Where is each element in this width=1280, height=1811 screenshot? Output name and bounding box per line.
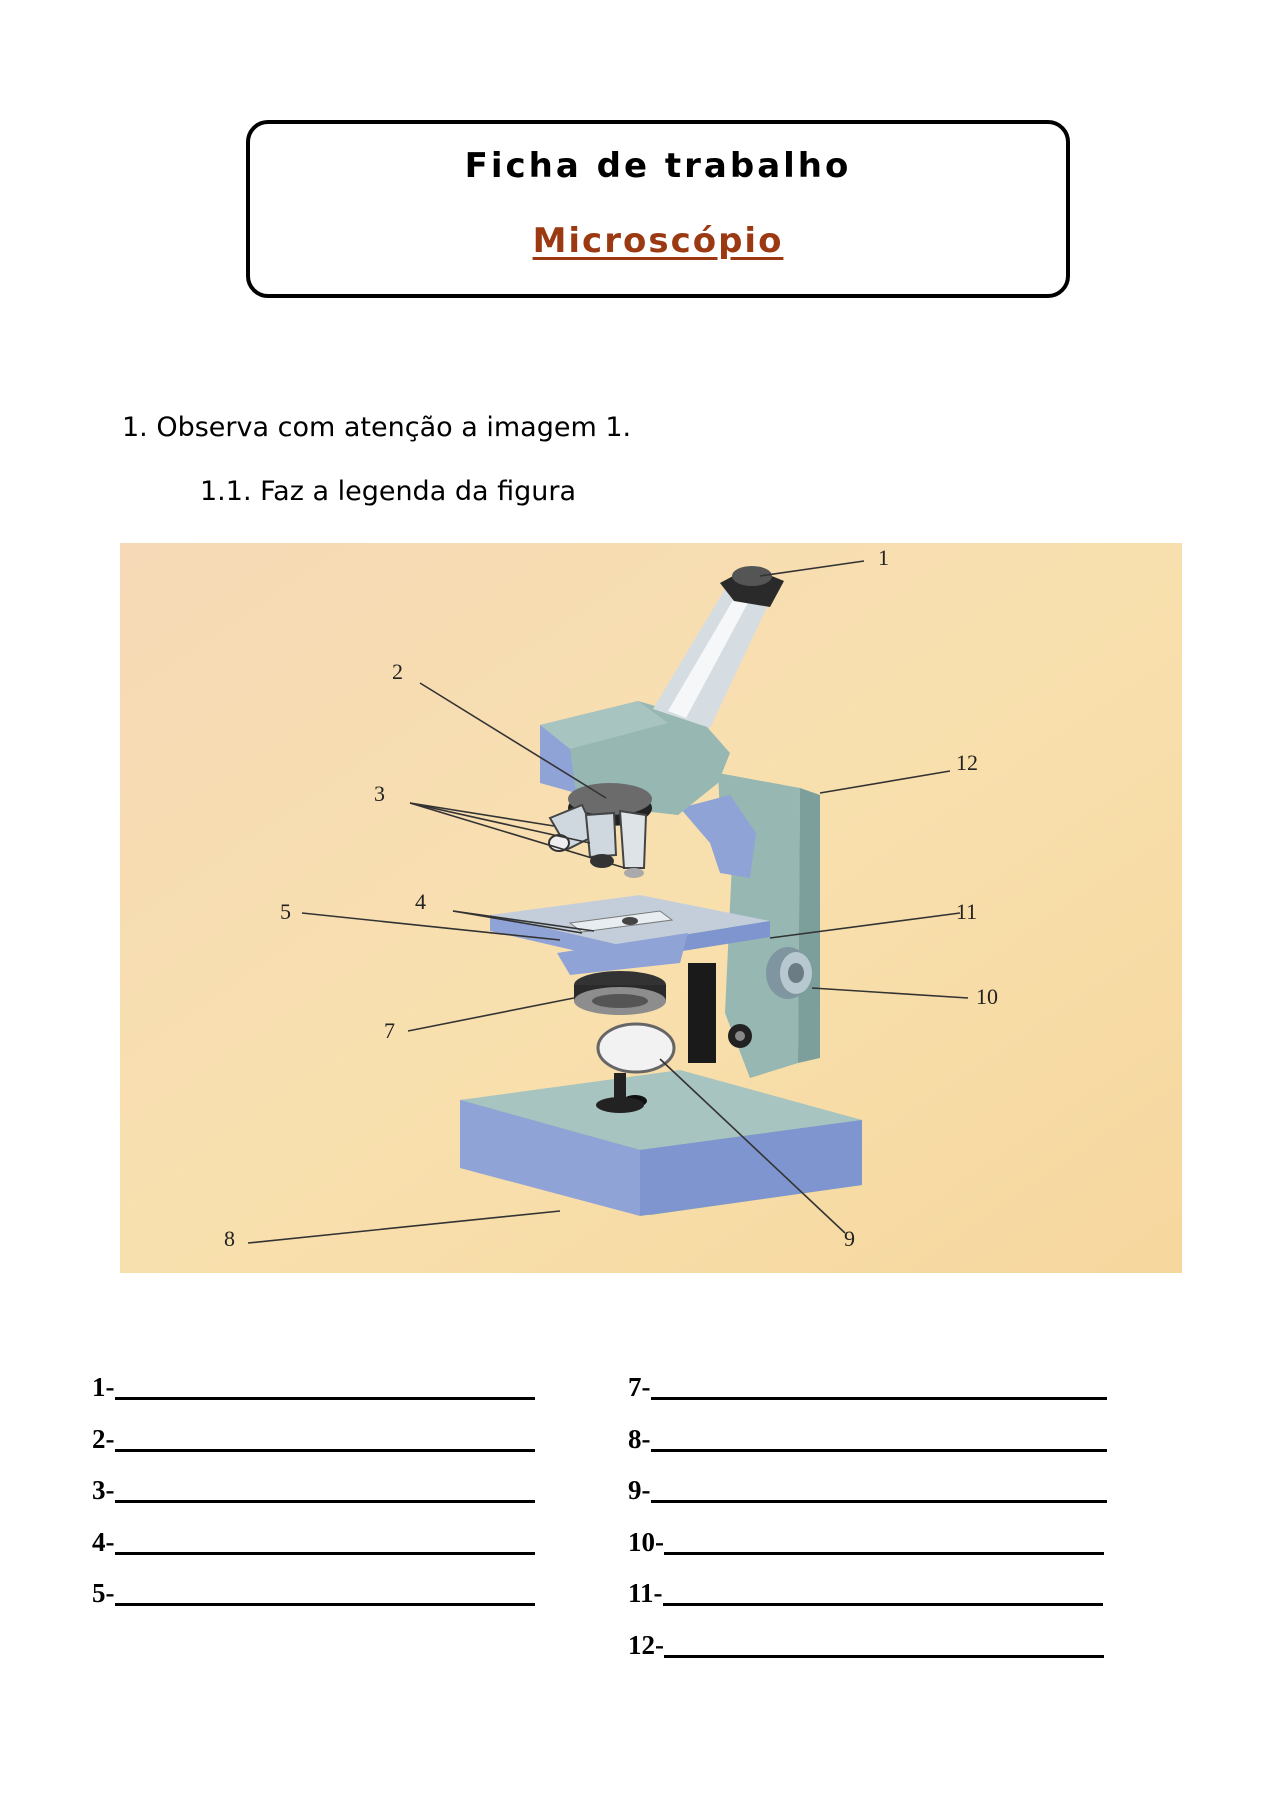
answer-number: 3- xyxy=(92,1475,115,1505)
figure-label-9: 9 xyxy=(844,1226,855,1251)
figure-label-4: 4 xyxy=(415,889,426,914)
figure-label-8: 8 xyxy=(224,1226,235,1251)
answer-blank[interactable] xyxy=(664,1625,1104,1658)
answer-line[interactable] xyxy=(628,1517,1107,1569)
answer-blank[interactable] xyxy=(651,1470,1107,1503)
question-1-1: 1.1. Faz a legenda da figura xyxy=(200,476,576,507)
answer-line[interactable] xyxy=(628,1568,1107,1620)
answer-number: 2- xyxy=(92,1423,115,1454)
answer-number: 4- xyxy=(92,1526,115,1557)
answer-number: 7- xyxy=(628,1372,651,1402)
answer-line[interactable] xyxy=(92,1362,535,1414)
answer-line[interactable] xyxy=(92,1568,535,1620)
figure-label-10: 10 xyxy=(976,984,998,1009)
answer-blank[interactable] xyxy=(664,1522,1104,1555)
answer-line[interactable] xyxy=(92,1465,535,1517)
figure-label-5: 5 xyxy=(280,899,291,924)
answer-blank[interactable] xyxy=(115,1367,535,1400)
figure-label-3: 3 xyxy=(374,781,385,806)
answer-number: 12- xyxy=(628,1629,664,1660)
answer-blank[interactable] xyxy=(115,1470,535,1503)
answer-blank[interactable] xyxy=(663,1573,1103,1606)
title-box xyxy=(246,120,1070,298)
figure-label-11: 11 xyxy=(956,899,978,924)
answer-blank[interactable] xyxy=(651,1367,1107,1400)
answer-number: 8- xyxy=(628,1423,651,1454)
answer-line[interactable] xyxy=(92,1517,535,1569)
answer-number: 11- xyxy=(628,1578,663,1608)
worksheet-subtitle: Microscópio xyxy=(532,221,784,261)
answer-line[interactable] xyxy=(92,1414,535,1466)
answer-number: 1- xyxy=(92,1372,115,1402)
microscope-figure xyxy=(120,543,1182,1273)
question-1: 1. Observa com atenção a imagem 1. xyxy=(122,412,632,443)
worksheet-title: Ficha de trabalho xyxy=(464,146,852,186)
answer-number: 10- xyxy=(628,1526,664,1557)
answer-line[interactable] xyxy=(628,1465,1107,1517)
answer-column-right xyxy=(628,1362,1107,1671)
answer-blank[interactable] xyxy=(115,1419,535,1452)
answer-line[interactable] xyxy=(628,1414,1107,1466)
microscope-condenser xyxy=(574,971,666,1015)
answer-number: 9- xyxy=(628,1475,651,1505)
figure-label-2: 2 xyxy=(392,659,403,684)
answer-line[interactable] xyxy=(628,1620,1107,1672)
answer-blank[interactable] xyxy=(651,1419,1107,1452)
figure-label-1: 1 xyxy=(878,545,889,570)
figure-label-7: 7 xyxy=(384,1018,395,1043)
answer-blank[interactable] xyxy=(115,1522,535,1555)
answer-column-left xyxy=(92,1362,535,1620)
figure-label-12: 12 xyxy=(956,750,978,775)
answer-line[interactable] xyxy=(628,1362,1107,1414)
answer-number: 5- xyxy=(92,1578,115,1608)
answer-blank[interactable] xyxy=(115,1573,535,1606)
